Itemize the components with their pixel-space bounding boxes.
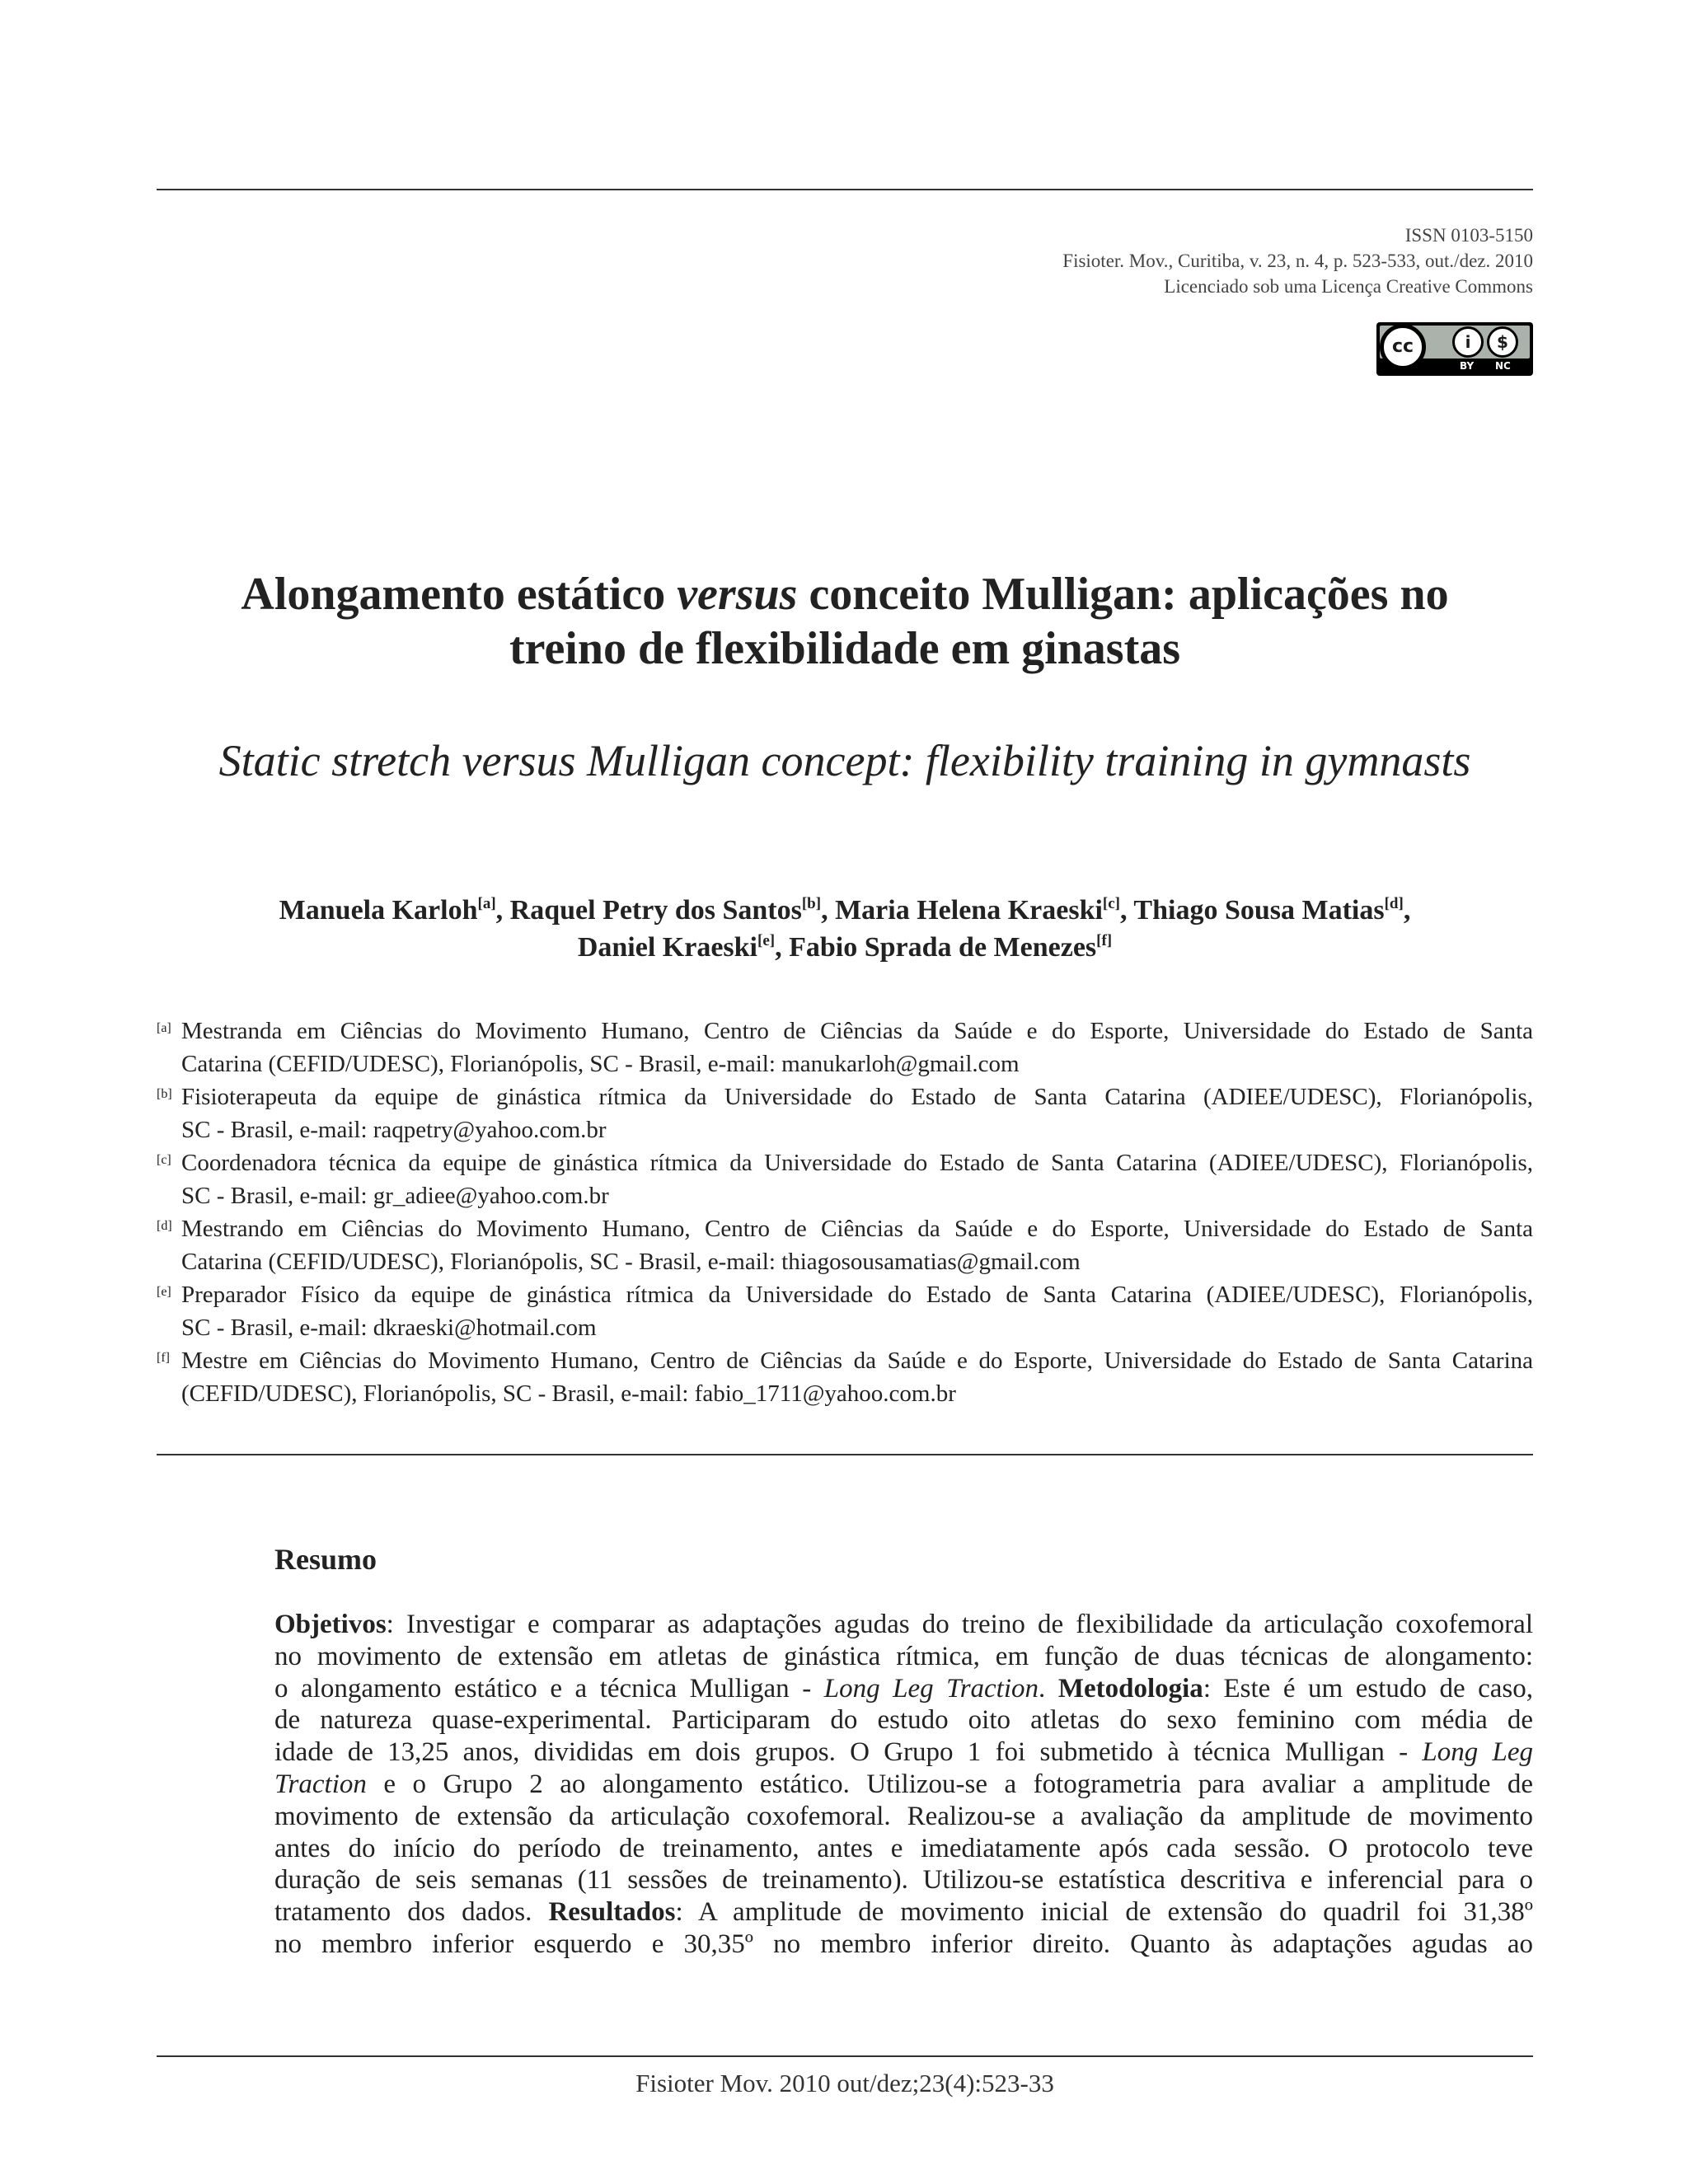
creative-commons-badge[interactable] [1376,322,1533,376]
by-label: BY [1460,360,1475,372]
nc-label: NC [1495,360,1511,372]
author: Raquel Petry dos Santos [509,895,802,926]
affiliation: [f] Mestre em Ciências do Movimento Humano, Centro de Ciências da Saúde e do Esporte, Universidade do Estado de Santa Catarina (CEFID/UDESC), Florianópolis, SC - Brasil, e-mail: fabio_1711@yahoo.com.br [157,1347,1533,1407]
abstract-body: Objetivos: Investigar e comparar as adaptações agudas do treino de flexibilidade da articulação coxofemoral no movimento de extensão em atletas de ginástica rítmica, em função de duas técnicas de alongamento: o alongamento estático e a técnica Mulligan - Long Leg Traction. Metodologia: Este é um estudo de caso, de natureza quase-experimental. Participaram do estudo oito atletas do sexo feminino com média de idade de 13,25 anos, divididas em dois grupos. O Grupo 1 foi submetido à técnica Mulligan - Long Leg Traction e o Grupo 2 ao alongamento estático. Utilizou-se a fotogrametria para avaliar a amplitude de movimento de extensão da articulação coxofemoral. Realizou-se a avaliação da amplitude de movimento antes do início do período de treinamento, antes e imediatamente após cada sessão. O protocolo teve duração de seis semanas (11 sessões de treinamento). Utilizou-se estatística descritiva e inferencial para o tratamento dos dados. Resultados: A amplitude de movimento inicial de extensão do quadril foi 31,38º no membro inferior esquerdo e 30,35º no membro inferior direito. Quanto às adaptações agudas ao [274,1610,1534,1959]
author: Manuela Karloh [279,895,478,926]
author: Thiago Sousa Matias [1133,895,1385,926]
affiliation: [c] Coordenadora técnica da equipe de ginástica rítmica da Universidade do Estado de Santa Catarina (ADIEE/UDESC), Florianópolis, SC - Brasil, e-mail: gr_adiee@yahoo.com.br [157,1150,1533,1209]
affiliation: [e] Preparador Físico da equipe de ginástica rítmica da Universidade do Estado de Santa Catarina (ADIEE/UDESC), Florianópolis, SC - Brasil, e-mail: dkraeski@hotmail.com [157,1282,1533,1341]
article-subtitle: Static stretch versus Mulligan concept: flexibility training in gymnasts [218,736,1471,785]
attribution-icon: i [1452,326,1484,358]
journal-info [791,223,1533,299]
affiliation: [b] Fisioterapeuta da equipe de ginástica rítmica da Universidade do Estado de Santa Catarina (ADIEE/UDESC), Florianópolis, SC - Brasil, e-mail: raqpetry@yahoo.com.br [157,1084,1533,1143]
footer-rule [157,2055,1533,2057]
issn: ISSN 0103-5150 [1404,225,1533,246]
abstract-heading: Resumo [274,1543,377,1576]
license-text: Licenciado sob uma Licença Creative Commons [1164,276,1533,297]
page-footer: Fisioter Mov. 2010 out/dez;23(4):523-33 [635,2069,1054,2097]
author: Fabio Sprada de Menezes [789,932,1097,963]
section-rule [157,1454,1533,1455]
noncommercial-icon: $ [1487,326,1518,358]
affiliation: [d] Mestrando em Ciências do Movimento Humano, Centro de Ciências da Saúde e do Esporte, Universidade do Estado de Santa Catarina (CEFID/UDESC), Florianópolis, SC - Brasil, e-mail: thiagosousamatias@gmail.com [157,1216,1533,1275]
article-title: Alongamento estático versus conceito Mulligan: aplicações no treino de flexibilidade em ginastas [241,569,1449,674]
top-rule [157,189,1533,190]
affiliations [157,1015,1533,1410]
author-list: Manuela Karloh[a], Raquel Petry dos Santos[b], Maria Helena Kraeski[c], Thiago Sousa Matias[d], Daniel Kraeski[e], Fabio Sprada de Menezes[f] [279,895,1411,963]
cc-icon: cc [1380,324,1426,370]
affiliation: [a] Mestranda em Ciências do Movimento Humano, Centro de Ciências da Saúde e do Esporte, Universidade do Estado de Santa Catarina (CEFID/UDESC), Florianópolis, SC - Brasil, e-mail: manukarloh@gmail.com [157,1018,1533,1077]
citation: Fisioter. Mov., Curitiba, v. 23, n. 4, p. 523-533, out./dez. 2010 [1062,251,1533,271]
abstract [274,1541,1533,1961]
author: Daniel Kraeski [577,932,758,963]
author: Maria Helena Kraeski [835,895,1103,926]
